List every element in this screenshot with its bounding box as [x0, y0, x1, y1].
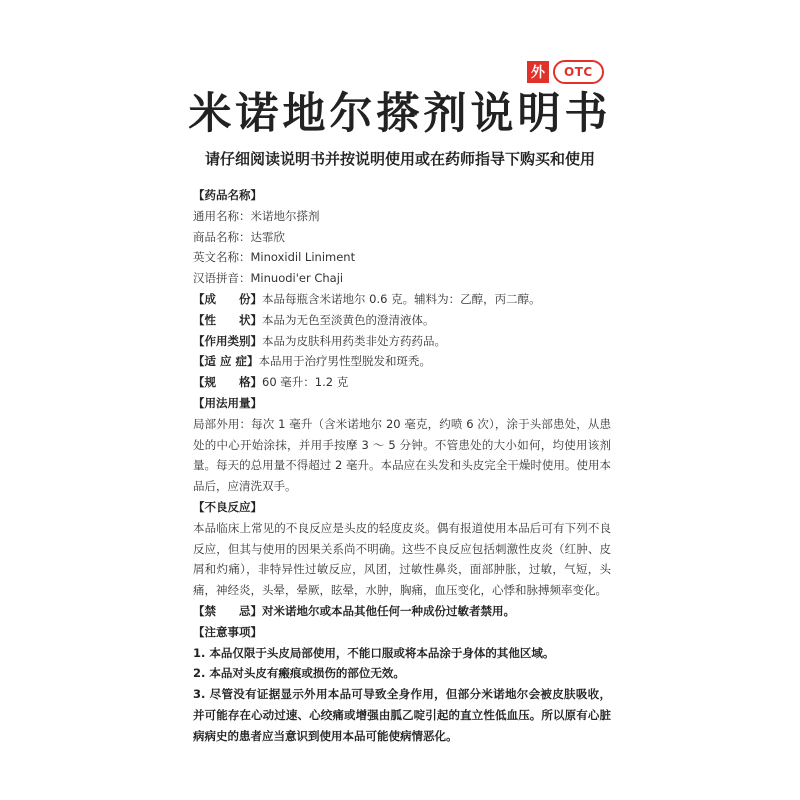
- category-row: [193, 331, 611, 352]
- appearance-row: [193, 310, 611, 331]
- generic-name: 通用名称：米诺地尔搽剂: [193, 208, 320, 223]
- adverse-text: 本品临床上常见的不良反应是头皮的轻度皮炎。偶有报道使用本品后可有下列不良反应，但其与使用的因果关系尚不明确。这些不良反应包括刺激性皮炎（红肿、皮屑和灼痛），非特异性过敏反应，风团，过敏性鼻炎，面部肿胀，过敏，气短，头痛，神经炎，头晕，晕厥，眩晕，水肿，胸痛，血压变化，心悸和脉搏频率变化。: [193, 520, 611, 598]
- dosage-text: 局部外用：每次 1 毫升（含米诺地尔 20 毫克，约喷 6 次），涂于头部患处，从患处的中心开始涂抹，并用手按摩 3 ～ 5 分钟。不管患处的大小如何，均使用该剂量。每天的总用量不得超过 2 毫升。本品应在头发和头皮完全干燥时使用。使用本品后，应清洗双手。: [193, 416, 611, 494]
- contraindication-text: 对米诺地尔或本品其他任何一种成份过敏者禁用。: [262, 603, 515, 618]
- brand-name: 商品名称：达霏欣: [193, 229, 285, 244]
- indication-text: 本品用于治疗男性型脱发和斑秃。: [258, 354, 432, 369]
- precaution-item-1: 1. 本品仅限于头皮局部使用，不能口服或将本品涂于身体的其他区域。: [193, 645, 555, 660]
- adverse-header: 【不良反应】: [193, 499, 262, 514]
- otc-badge: OTC: [553, 60, 604, 84]
- precaution-item-2: 2. 本品对头皮有瘢痕或损伤的部位无效。: [193, 666, 405, 681]
- page-subtitle: 请仔细阅读说明书并按说明使用或在药师指导下购买和使用: [204, 150, 595, 168]
- appearance-text: 本品为无色至淡黄色的澄清液体。: [262, 312, 435, 327]
- contraindication-row: [193, 601, 611, 622]
- contraindication-label: 【禁 忌】: [193, 603, 262, 618]
- composition-text: 本品每瓶含米诺地尔 0.6 克。辅料为：乙醇，丙二醇。: [262, 291, 541, 306]
- indication-row: [193, 351, 611, 372]
- specification-label: 【规 格】: [193, 375, 262, 390]
- category-label: 【作用类别】: [193, 333, 262, 348]
- indication-label: 【适 应 症】: [193, 354, 259, 369]
- precaution-item-3: 3. 尽管没有证据显示外用本品可导致全身作用，但部分米诺地尔会被皮肤吸收，并可能存在心动过速、心绞痛或增强由胍乙啶引起的直立性低血压。所以原有心脏病病史的患者应当意识到使用本品可能使病情恶化。: [193, 687, 611, 743]
- composition-row: [193, 289, 611, 310]
- pinyin-name: 汉语拼音：Minuodi'er Chaji: [193, 271, 344, 286]
- otc-badge-group: [527, 60, 604, 84]
- category-text: 本品为皮肤科用药类非处方药药品。: [262, 333, 446, 348]
- drug-name-header: 【药品名称】: [193, 188, 262, 202]
- dosage-header: 【用法用量】: [193, 395, 262, 410]
- english-name: 英文名称：Minoxidil Liniment: [193, 250, 356, 265]
- specification-text: 60 毫升：1.2 克: [262, 375, 349, 390]
- content-body: [193, 185, 611, 747]
- specification-row: [193, 372, 611, 393]
- page-title: 米诺地尔搽剂说明书: [188, 89, 612, 139]
- composition-label: 【成 份】: [193, 291, 262, 306]
- precautions-header: 【注意事项】: [193, 624, 262, 639]
- appearance-label: 【性 状】: [193, 312, 262, 327]
- external-use-badge: 外: [527, 61, 549, 83]
